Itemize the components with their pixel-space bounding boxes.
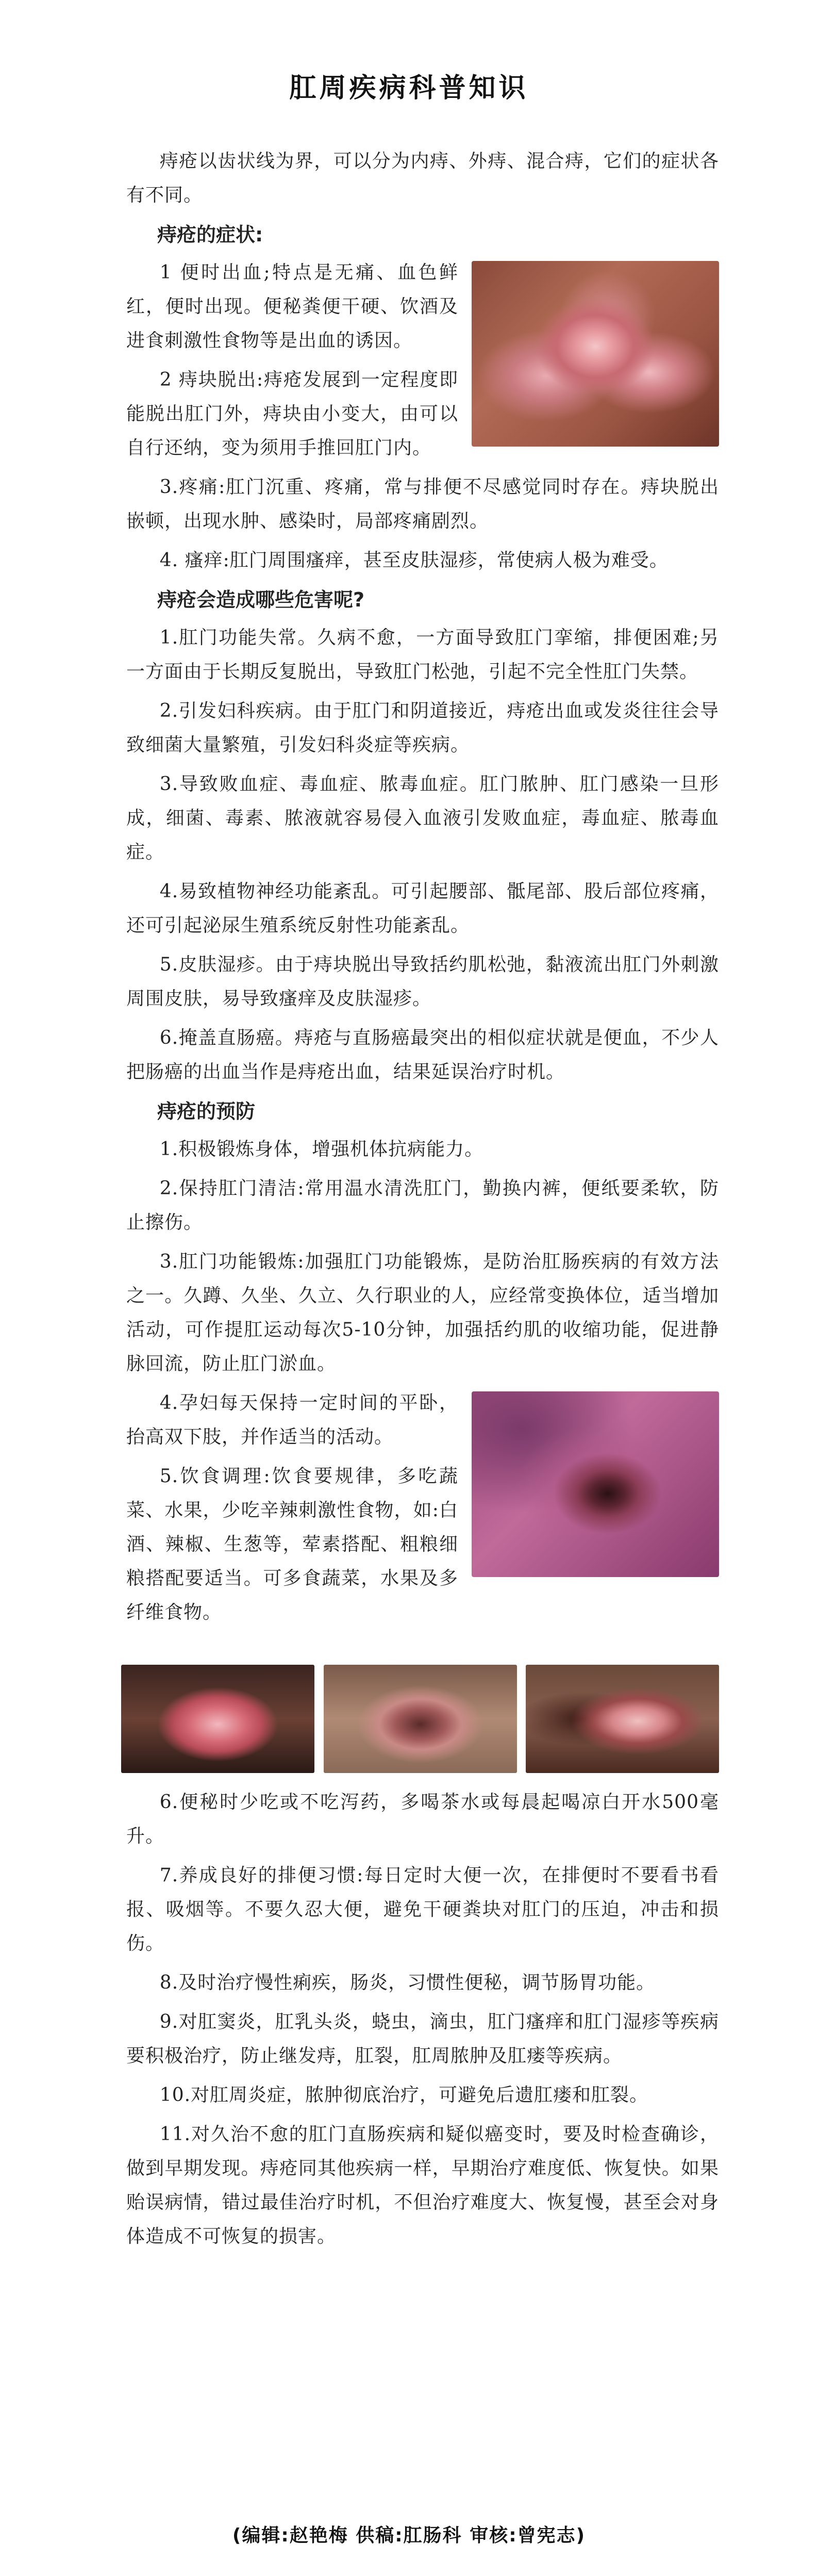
intro-paragraph: 痔疮以齿状线为界，可以分为内痔、外痔、混合痔，它们的症状各有不同。 (126, 151, 719, 206)
prevention-item: 11.对久治不愈的肛门直肠疾病和疑似癌变时，要及时检查确诊，做到早期发现。痔疮同其他疾病一样，早期治疗难度低、恢复快。如果贻误病情，错过最佳治疗时机，不但治疗难度大、恢复慢，甚至会对身体造成不可恢复的损害。 (126, 2124, 719, 2247)
harm-item: 6.掩盖直肠癌。痔疮与直肠癌最突出的相似症状就是便血，不少人把肠癌的出血当作是痔疮出血，结果延误治疗时机。 (126, 1027, 719, 1082)
prevention-item: 9.对肛窦炎，肛乳头炎，蛲虫，滴虫，肛门瘙痒和肛门湿疹等疾病要积极治疗，防止继发痔，肛裂，肛周脓肿及肛瘘等疾病。 (126, 2011, 719, 2066)
hemorrhoid-photo-3 (121, 1665, 314, 1773)
harm-item: 2.引发妇科疾病。由于肛门和阴道接近，痔疮出血或发炎往往会导致细菌大量繁殖，引发妇科炎症等疾病。 (126, 700, 719, 756)
harms-heading: 痔疮会造成哪些危害呢? (157, 588, 365, 611)
harm-item: 3.导致败血症、毒血症、脓毒血症。肛门脓肿、肛门感染一旦形成，细菌、毒素、脓液就容易侵入血液引发败血症，毒血症、脓毒血症。 (126, 774, 719, 863)
photo-strip (121, 1665, 719, 1773)
symptom-item: 1 便时出血;特点是无痛、血色鲜红，便时出现。便秘粪便干硬、饮酒及进食刺激性食物等是出血的诱因。 (126, 262, 458, 351)
symptom-item: 2 痔块脱出:痔疮发展到一定程度即能脱出肛门外，痔块由小变大，由可以自行还纳，变为须用手推回肛门内。 (126, 369, 458, 458)
hemorrhoid-photo-4 (324, 1665, 517, 1773)
page-title: 肛周疾病科普知识 (289, 73, 529, 104)
hemorrhoid-photo-5 (526, 1665, 719, 1773)
harm-item: 5.皮肤湿疹。由于痔块脱出导致括约肌松弛，黏液流出肛门外刺激周围皮肤，易导致瘙痒及皮肤湿疹。 (126, 954, 719, 1009)
prevention-item: 10.对肛周炎症，脓肿彻底治疗，可避免后遗肛瘘和肛裂。 (159, 2085, 649, 2106)
prevention-item: 2.保持肛门清洁:常用温水清洗肛门，勤换内裤，便纸要柔软，防止擦伤。 (126, 1178, 719, 1233)
article-body (126, 144, 719, 2259)
prevention-item: 7.养成良好的排便习惯:每日定时大便一次，在排便时不要看书看报、吸烟等。不要久忍大便，避免干硬粪块对肛门的压迫，冲击和损伤。 (126, 1865, 719, 1954)
prevention-item: 4.孕妇每天保持一定时间的平卧，抬高双下肢，并作适当的活动。 (126, 1392, 458, 1448)
symptoms-heading: 痔疮的症状: (157, 223, 263, 246)
hemorrhoid-photo-1 (472, 261, 719, 447)
hemorrhoid-photo-2 (472, 1391, 719, 1577)
prevention-item: 8.及时治疗慢性痢疾，肠炎，习惯性便秘，调节肠胃功能。 (159, 1972, 656, 1993)
harm-item: 4.易致植物神经功能紊乱。可引起腰部、骶尾部、股后部位疼痛，还可引起泌尿生殖系统反射性功能紊乱。 (126, 881, 719, 936)
symptom-item: 4. 瘙痒:肛门周围瘙痒，甚至皮肤湿疹，常使病人极为难受。 (159, 550, 669, 571)
credits-footer: (编辑:赵艳梅 供稿:肛肠科 审核:曾宪志) (232, 2525, 586, 2546)
prevention-item: 5.饮食调理:饮食要规律，多吃蔬菜、水果，少吃辛辣刺激性食物，如:白酒、辣椒、生葱等，荤素搭配、粗粮细粮搭配要适当。可多食蔬菜，水果及多纤维食物。 (126, 1466, 458, 1623)
prevention-item: 6.便秘时少吃或不吃泻药，多喝茶水或每晨起喝凉白开水500毫升。 (126, 1792, 719, 1847)
symptom-item: 3.疼痛:肛门沉重、疼痛，常与排便不尽感觉同时存在。痔块脱出嵌顿，出现水肿、感染时，局部疼痛剧烈。 (126, 477, 719, 532)
harm-item: 1.肛门功能失常。久病不愈，一方面导致肛门挛缩，排便困难;另一方面由于长期反复脱出，导致肛门松弛，引起不完全性肛门失禁。 (126, 627, 719, 682)
prevention-heading: 痔疮的预防 (157, 1100, 256, 1123)
prevention-item: 1.积极锻炼身体，增强机体抗病能力。 (159, 1139, 484, 1160)
prevention-item: 3.肛门功能锻炼:加强肛门功能锻炼，是防治肛肠疾病的有效方法之一。久蹲、久坐、久立、久行职业的人，应经常变换体位，适当增加活动，可作提肛运动每次5-10分钟，加强括约肌的收缩功能，促进静脉回流，防止肛门淤血。 (126, 1251, 719, 1374)
